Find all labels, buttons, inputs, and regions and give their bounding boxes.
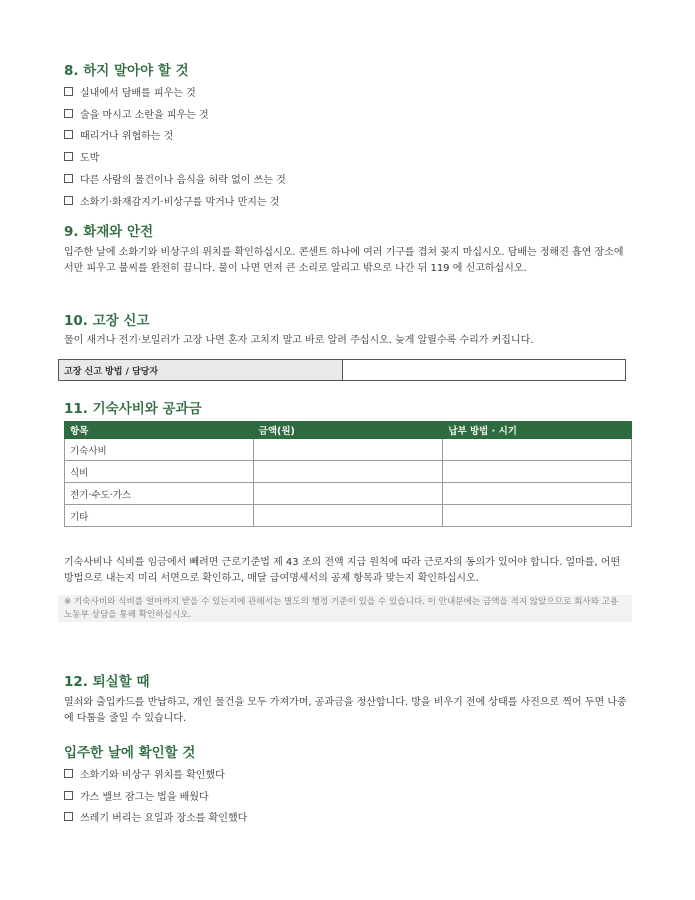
section-11-note: ※ 기숙사비와 식비를 얼마까지 받을 수 있는지에 관해서는 별도의 행정 기준이 있을 수 있습니다. 이 안내문에는 금액을 적지 않았으므로 회사와 고용노동부 상담을 통해 확인하십시오. [58, 595, 632, 622]
fees-table [64, 421, 632, 527]
table-cell: 기타 [65, 505, 254, 527]
table-cell [253, 505, 443, 527]
table-cell [443, 439, 632, 461]
checkbox-icon [64, 812, 73, 821]
checkbox-icon [64, 791, 73, 800]
column-header: 납부 방법 · 시기 [443, 422, 632, 439]
section-8-item: 술을 마시고 소란을 피우는 것 [64, 106, 209, 121]
section-11-title: 11. 기숙사비와 공과금 [64, 401, 202, 417]
fees-table-header [65, 422, 632, 439]
table-cell: 식비 [65, 461, 254, 483]
table-cell [443, 461, 632, 483]
section-10-title: 10. 고장 신고 [64, 313, 150, 329]
table-cell: 기숙사비 [65, 439, 254, 461]
section-8-item: 다른 사람의 물건이나 음식을 허락 없이 쓰는 것 [64, 171, 286, 186]
checkbox-icon [64, 174, 73, 183]
table-cell [443, 483, 632, 505]
repair-report-value [342, 360, 625, 381]
checkbox-icon [64, 109, 73, 118]
section-10-body: 물이 새거나 전기·보일러가 고장 나면 혼자 고치지 말고 바로 알려 주십시오. 늦게 알릴수록 수리가 커집니다. [64, 335, 534, 346]
repair-report-label: 고장 신고 방법 / 담당자 [59, 360, 343, 381]
checklist-item: 가스 밸브 잠그는 법을 배웠다 [64, 788, 209, 803]
checklist-item: 쓰레기 버리는 요일과 장소를 확인했다 [64, 809, 247, 824]
section-8-title: 8. 하지 말아야 할 것 [64, 63, 189, 79]
table-cell: 전기·수도·가스 [65, 483, 254, 505]
table-cell [443, 505, 632, 527]
checkbox-icon [64, 130, 73, 139]
checkbox-icon [64, 769, 73, 778]
column-header: 금액(원) [253, 422, 443, 439]
checklist-item: 소화기와 비상구 위치를 확인했다 [64, 766, 225, 781]
table-cell [253, 483, 443, 505]
checkbox-icon [64, 152, 73, 161]
table-row [65, 439, 632, 461]
checklist-title: 입주한 날에 확인할 것 [64, 745, 196, 761]
checkbox-icon [64, 196, 73, 205]
section-11-body: 기숙사비나 식비를 임금에서 빼려면 근로기준법 제 43 조의 전액 지급 원칙에 따라 근로자의 동의가 있어야 합니다. 얼마를, 어떤 방법으로 내는지 미리 서면으로 확인하고, 매달 급여명세서의 공제 항목과 맞는지 확인하십시오. [64, 557, 621, 584]
checkbox-icon [64, 87, 73, 96]
section-8-item: 때리거나 위협하는 것 [64, 127, 173, 142]
table-row [65, 505, 632, 527]
section-8-item: 실내에서 담배를 피우는 것 [64, 84, 196, 99]
table-row [65, 483, 632, 505]
section-8-item: 소화기·화재감지기·비상구를 막거나 만지는 것 [64, 193, 279, 208]
section-9-title: 9. 화재와 안전 [64, 224, 154, 240]
table-cell [253, 439, 443, 461]
table-row [65, 461, 632, 483]
section-8-item: 도박 [64, 149, 99, 164]
section-9-body: 입주한 날에 소화기와 비상구의 위치를 확인하십시오. 콘센트 하나에 여러 기구를 겹쳐 꽂지 마십시오. 담배는 정해진 흡연 장소에서만 피우고 불씨를 완전히 끕니다. 불이 나면 먼저 큰 소리로 알리고 밖으로 나간 뒤 119 에 신고하십시오. [64, 247, 624, 274]
column-header: 항목 [65, 422, 254, 439]
section-12-body: 열쇠와 출입카드를 반납하고, 개인 물건을 모두 가져가며, 공과금을 정산합니다. 방을 비우기 전에 상태를 사진으로 찍어 두면 나중에 다툼을 줄일 수 있습니다. [64, 697, 627, 724]
table-cell [253, 461, 443, 483]
section-12-title: 12. 퇴실할 때 [64, 674, 150, 690]
repair-report-table [58, 359, 626, 381]
